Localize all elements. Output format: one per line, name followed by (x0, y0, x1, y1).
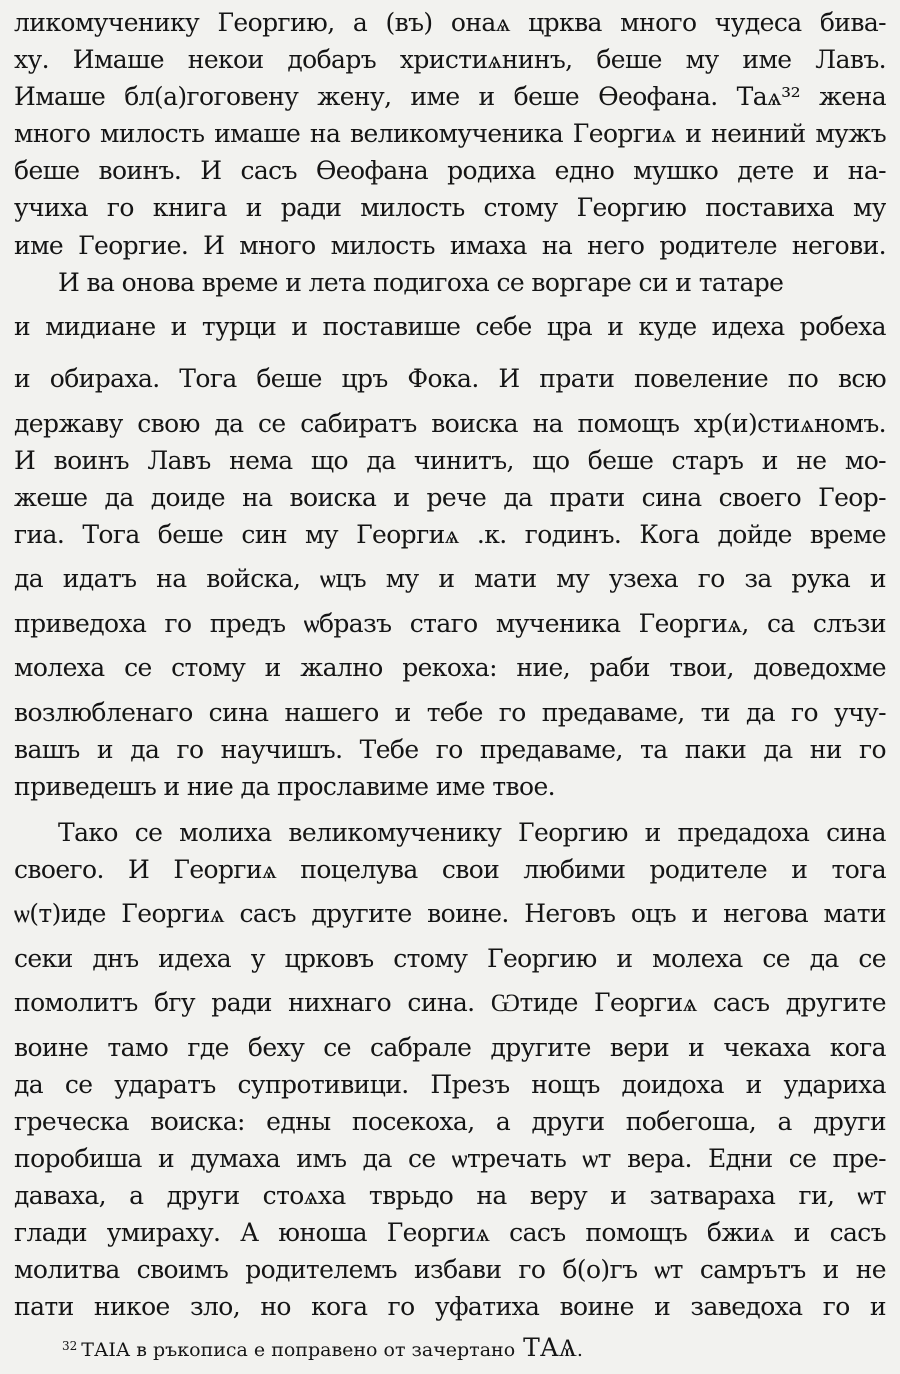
text-line: Тако се молиха великомученику Георгию и предадоха сина (58, 817, 886, 847)
text-line: И ва онова време и лета подигоха се воргаре си и татаре (58, 267, 784, 297)
text-line: молитва своимъ родителемъ избави го б(о)гъ ѡт самрътъ и не (14, 1255, 886, 1285)
text-line: жеше да доиде на воиска и рече да прати сина своего Геор- (14, 482, 886, 512)
text-line: беше воинъ. И сасъ Ѳеофана родиха едно мушко дете и на- (14, 156, 886, 186)
text-line: воине тамо где беху се сабрале другите вери и чекаха кога (14, 1032, 886, 1062)
text-line: име Георгие. И много милость имаха на него родителе негови. (14, 230, 886, 260)
text-line: много милость имаше на великомученика Георгиѧ и неиний мужъ (14, 119, 886, 149)
text-line: секи днъ идеха у црковъ стому Георгию и молеха се да се (14, 943, 886, 973)
footnote-original-form: ТАѦ (523, 1333, 577, 1362)
text-line: даваха, а други стоѧха тврьдо на веру и затвараха ги, ѡт (14, 1181, 886, 1211)
text-line: молеха се стому и жално рекоха: ние, раби твои, доведохме (14, 653, 886, 683)
text-line: да идатъ на войска, ѡцъ му и мати му узеха го за рука и (14, 564, 886, 594)
text-line: Имаше бл(а)гоговену жену, име и беше Ѳеофана. Таѧ³² жена (14, 82, 886, 112)
text-line: возлюбленаго сина нашего и тебе го предаваме, ти да го учу- (14, 698, 886, 728)
footnote-end-mark: . (576, 1339, 583, 1361)
text-line: ѡ(т)иде Георгиѧ сасъ другите воине. Неговъ оцъ и негова мати (14, 898, 886, 928)
text-line: своего. И Георгиѧ поцелува свои любими родителе и тога (14, 854, 886, 884)
text-line: помолитъ бгу ради нихнаго сина. Ѡтиде Георгиѧ сасъ другите (14, 987, 886, 1017)
text-line: глади умираху. А юноша Георгиѧ сасъ помощъ бжиѧ и сасъ (14, 1218, 886, 1248)
text-line: приведешъ и ние да прославиме име твое. (14, 772, 555, 802)
text-line: приведоха го предъ ѡбразъ стаго мученика Георгиѧ, са слъзи (14, 609, 886, 639)
text-line: да се ударатъ супротивици. Презъ нощъ доидоха и удариха (14, 1069, 886, 1099)
text-line: ху. Имаше некои добаръ христиѧнинъ, беше му име Лавъ. (14, 45, 886, 75)
text-line: И воинъ Лавъ нема що да чинитъ, що беше старъ и не мо- (14, 445, 886, 475)
text-line: ликомученику Георгию, а (въ) онаѧ црква много чудеса бива- (14, 8, 886, 37)
text-line: пати никое зло, но кога го уфатиха воине и заведоха го и (14, 1292, 886, 1322)
body-text (14, 4, 886, 1326)
text-line: державу свою да се сабиратъ воиска на помощъ хр(и)стиѧномъ. (14, 408, 886, 438)
text-line: греческа воиска: едны посекоха, а други побегоша, а други (14, 1106, 886, 1136)
text-line: вашъ и да го научишъ. Тебе го предаваме, та паки да ни го (14, 735, 886, 765)
footnote-text: ТАIА в ръкописа е поправено от зачертано (81, 1339, 516, 1361)
text-line: учиха го книга и ради милость стому Георгию поставиха му (14, 193, 886, 223)
text-line: и обираха. Тога беше цръ Фока. И прати повеление по всю (14, 363, 886, 393)
text-line: поробиша и думаха имъ да се ѡтречать ѡт вера. Едни се пре- (14, 1144, 886, 1174)
text-line: и мидиане и турци и поставише себе цра и куде идеха робеха (14, 311, 886, 341)
footnote-number: 32 (62, 1339, 78, 1353)
text-line: гиа. Тога беше син му Георгиѧ .к. годинъ. Кога дойде време (14, 520, 886, 550)
footnote (62, 1332, 583, 1364)
